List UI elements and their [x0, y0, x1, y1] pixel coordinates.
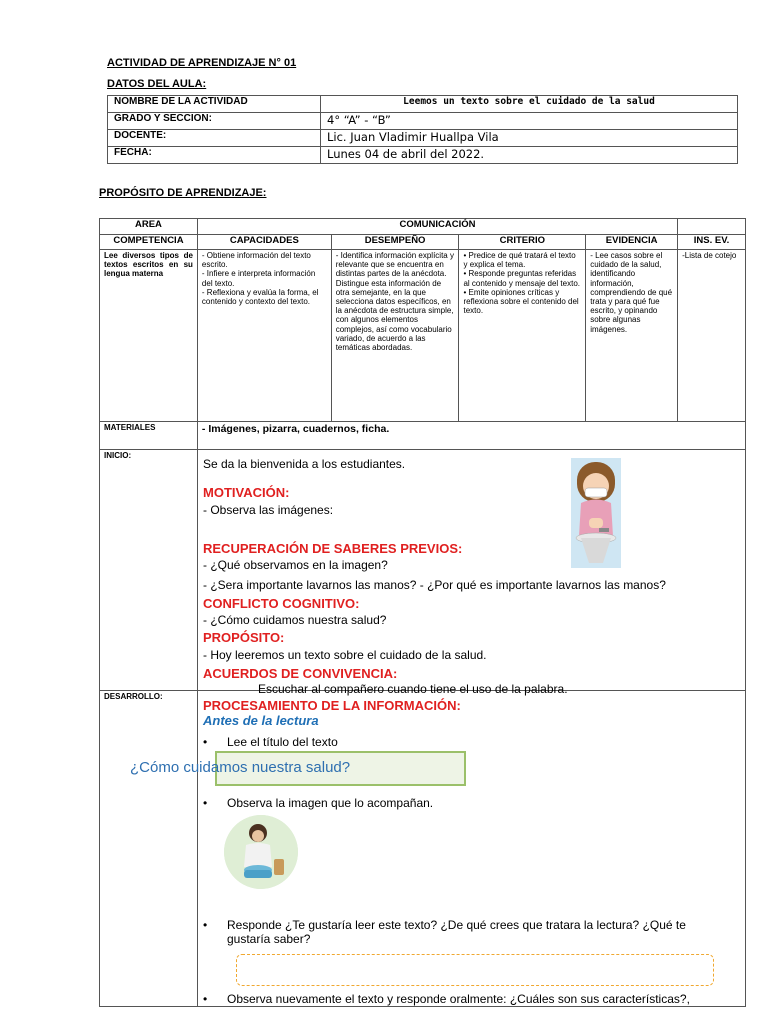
competencia-cell: Lee diversos tipos de textos escritos en su lengua materna — [100, 250, 198, 422]
aula-value: 4° “A” - “B” — [321, 113, 738, 130]
bullet-text: • Lee el título del texto — [227, 735, 338, 749]
acuerdos-title: ACUERDOS DE CONVIVENCIA: — [203, 666, 398, 681]
capacidad-item: - Reflexiona y evalúa la forma, el contenido y contexto del texto. — [201, 287, 319, 306]
criterio-item: • Emite opiniones críticas y reflexiona sobre el contenido del texto. — [463, 287, 579, 316]
answer-box[interactable] — [236, 954, 714, 986]
conflicto-text: - ¿Cómo cuidamos nuestra salud? — [203, 613, 387, 627]
saberes-title: RECUPERACIÓN DE SABERES PREVIOS: — [203, 541, 463, 556]
aula-value: Leemos un texto sobre el cuidado de la salud — [321, 96, 738, 113]
bullet-item — [227, 918, 727, 946]
header-evidencia: EVIDENCIA — [586, 235, 678, 250]
header-competencia: COMPETENCIA — [100, 235, 198, 250]
activity-title: ACTIVIDAD DE APRENDIZAJE N° 01 — [107, 57, 297, 69]
capacidad-item: - Infiere e interpreta información del texto. — [201, 269, 316, 288]
aula-label: NOMBRE DE LA ACTIVIDAD — [108, 96, 321, 113]
aula-label: FECHA: — [108, 147, 321, 164]
area-label: AREA — [100, 219, 198, 235]
capacidad-item: - Obtiene información del texto escrito. — [201, 251, 311, 270]
proposito-title: PROPÓSITO DE APRENDIZAJE: — [99, 187, 267, 199]
inicio-label: INICIO: — [100, 450, 198, 691]
criterio-item: • Responde preguntas referidas al contenido y mensaje del texto. — [463, 269, 580, 288]
header-capacidades: CAPACIDADES — [197, 235, 331, 250]
aula-table — [107, 95, 738, 164]
materiales-label: MATERIALES — [100, 422, 198, 450]
proposito-inicio-title: PROPÓSITO: — [203, 630, 285, 645]
child-washing-image — [224, 815, 298, 889]
criterio-item: • Predice de qué tratará el texto y explica el tema. — [463, 251, 576, 270]
ins-ev-cell: -Lista de cotejo — [678, 250, 746, 422]
planning-table — [99, 218, 746, 1007]
header-criterio: CRITERIO — [459, 235, 586, 250]
aula-value: Lic. Juan Vladimir Huallpa Vila — [321, 130, 738, 147]
aula-title: DATOS DEL AULA: — [107, 78, 207, 90]
bullet-item — [227, 796, 433, 810]
header-ins-ev: INS. EV. — [678, 235, 746, 250]
materiales-value: - Imágenes, pizarra, cuadernos, ficha. — [197, 422, 745, 450]
antes-lectura-title: Antes de la lectura — [203, 713, 319, 728]
capacidades-cell — [197, 250, 331, 422]
criterio-cell — [459, 250, 586, 422]
desempeno-cell: - Identifica información explícita y relevante que se encuentra en distintas partes de la anécdota. Distingue esta información de otra semejante, en la que selecciona datos específicos, en la anécdota de estructura simple, con algunos elementos complejos, así como vocabulario variado, de acuerdo a las temáticas abordadas. — [331, 250, 459, 422]
saberes-question: - ¿Sera importante lavarnos las manos? - ¿Por qué es importante lavarnos las manos? — [203, 578, 666, 592]
motivacion-text: - Observa las imágenes: — [203, 503, 334, 517]
area-value: COMUNICACIÓN — [197, 219, 677, 235]
aula-label: GRADO Y SECCION: — [108, 113, 321, 130]
aula-value: Lunes 04 de abril del 2022. — [321, 147, 738, 164]
bullet-item — [227, 992, 690, 1006]
bienvenida-text: Se da la bienvenida a los estudiantes. — [203, 457, 406, 471]
handwashing-girl-image — [571, 458, 621, 568]
procesamiento-title: PROCESAMIENTO DE LA INFORMACIÓN: — [203, 698, 461, 713]
motivacion-title: MOTIVACIÓN: — [203, 485, 290, 500]
conflicto-title: CONFLICTO COGNITIVO: — [203, 596, 360, 611]
empty-cell — [678, 219, 746, 235]
desarrollo-label: DESARROLLO: — [100, 691, 198, 1007]
bullet-text: • Observa nuevamente el texto y responde oralmente: ¿Cuáles son sus características?, — [227, 992, 690, 1006]
bullet-text: • Observa la imagen que lo acompañan. — [227, 796, 433, 810]
bullet-text: • Responde ¿Te gustaría leer este texto? ¿De qué crees que tratara la lectura? ¿Qué te gustaría saber? — [227, 918, 686, 946]
bullet-item — [227, 735, 338, 749]
header-desempeno: DESEMPEÑO — [331, 235, 459, 250]
aula-label: DOCENTE: — [108, 130, 321, 147]
proposito-inicio-text: - Hoy leeremos un texto sobre el cuidado de la salud. — [203, 648, 487, 662]
acuerdos-text: Escuchar al compañero cuando tiene el uso de la palabra. — [258, 682, 568, 696]
saberes-question: - ¿Qué observamos en la imagen? — [203, 558, 388, 572]
evidencia-cell: - Lee casos sobre el cuidado de la salud, identificando información, comprendiendo de qué trata y para qué fue escrito, y opinando sobre algunas imágenes. — [586, 250, 678, 422]
text-title: ¿Cómo cuidamos nuestra salud? — [130, 759, 351, 776]
